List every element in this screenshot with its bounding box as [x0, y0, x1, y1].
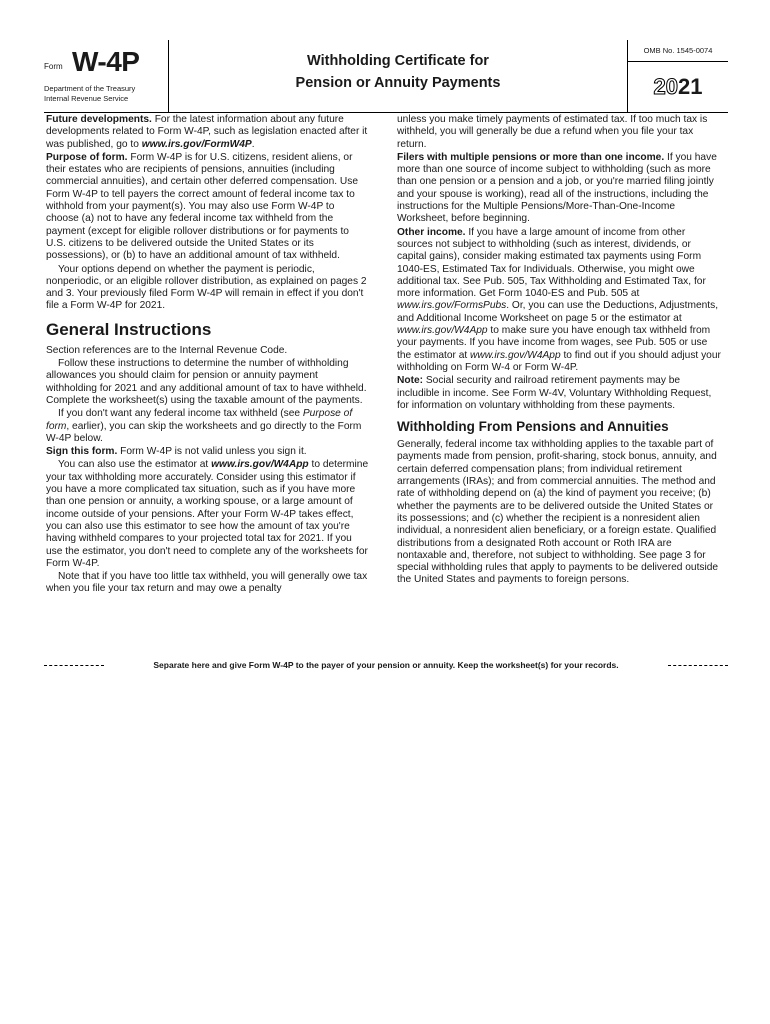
- tax-year: [628, 74, 728, 100]
- punctuation: .: [251, 138, 255, 150]
- sign-form-text: Form W-4P is not valid unless you sign it.: [117, 446, 307, 458]
- form-header: [44, 40, 728, 113]
- no-withholding-text-a: If you don't want any federal income tax withheld (see: [58, 408, 303, 420]
- other-income-text-c: to make sure you have enough tax withheld from your payments. If you have income from wages, see Pub. 505 or use the estimator at: [397, 325, 711, 361]
- withholding-heading: Withholding From Pensions and Annuities: [397, 419, 669, 435]
- future-developments-paragraph: [46, 114, 370, 151]
- forms-pubs-link[interactable]: www.irs.gov/FormsPubs: [397, 300, 507, 312]
- estimator-text-a: You can also use the estimator at: [58, 459, 212, 471]
- form-number: W-4P: [72, 46, 140, 77]
- dashed-rule-left: [44, 665, 104, 666]
- note-paragraph: [397, 375, 721, 412]
- future-developments-text: For the latest information about any future developments related to Form W-4P, such as legislation enacted after it was published, go to: [46, 114, 368, 150]
- w4app-link[interactable]: www.irs.gov/W4App: [470, 349, 561, 361]
- omb-year-block: [627, 40, 728, 112]
- note-text: Social security and railroad retirement payments may be includible in income. See Form W-4V, Voluntary Withholding Request, for information on voluntary withholding from these payments.: [397, 375, 712, 411]
- options-paragraph: Your options depend on whether the payment is periodic, nonperiodic, or an eligible rollover distribution, as explained on pages 2 and 3. Your previously filed Form W-4P will remain in effect if you don't file a Form W-4P for 2021.: [46, 263, 367, 312]
- form-w4p-link[interactable]: www.irs.gov/FormW4P: [141, 138, 252, 150]
- sign-form-heading: Sign this form.: [46, 446, 118, 458]
- other-income-paragraph: [397, 227, 721, 375]
- other-income-text-b: . Or, you can use the Deductions, Adjustments, and Additional Income Worksheet on page 5 or the estimator at: [397, 300, 719, 324]
- purpose-of-form-reference: Purpose of form: [46, 408, 353, 432]
- multiple-pensions-text: If you have more than one source of income subject to withholding (such as more than one pension or a pension and a job, or you're married filing jointly and your spouse is working), read all of the instructions, including the instructions for the Multiple Pensions/More-Than-One-Income Worksheet, before beginning.: [397, 151, 717, 225]
- form-word: Form: [44, 62, 63, 71]
- other-income-text-a: If you have a large amount of income from other sources not subject to withholding (such as interest, dividends, or capital gains), consider making estimated tax payments using Form 1040-ES, Estimated Tax for Individuals. Otherwise, you might owe additional tax. See Pub. 505, Tax Withholding and Estimated Tax, for more information. Get Form 1040-ES and Pub. 505 at: [397, 226, 706, 300]
- omb-number: OMB No. 1545-0074: [628, 46, 728, 62]
- estimated-tax-paragraph: unless you make timely payments of estimated tax. If too much tax is withheld, you will generally be due a refund when you file your tax return.: [397, 114, 708, 150]
- tax-year-bold: 21: [678, 74, 703, 99]
- right-column: [397, 114, 721, 588]
- separator-text: Separate here and give Form W-4P to the payer of your pension or annuity. Keep the worksheet(s) for your records.: [153, 660, 619, 670]
- purpose-heading: Purpose of form.: [46, 151, 128, 163]
- purpose-text: Form W-4P is for U.S. citizens, resident aliens, or their estates who are recipients of pensions, annuities (including commercial annuities), and certain other deferred compensation. Use Form W-4P to tell payers the correct amount of federal income tax to withhold from your payment(s). You may also use Form W-4P to choose (a) not to have any federal income tax withheld from the payment (except for eligible rollover distributions or for payments to U.S. citizens to be delivered outside the United States or its possessions), or (b) to have an additional amount of tax withheld.: [46, 151, 359, 262]
- multiple-pensions-heading: Filers with multiple pensions or more than one income.: [397, 151, 665, 163]
- separator-line: [44, 660, 728, 670]
- w4app-link[interactable]: www.irs.gov/W4App: [397, 325, 488, 337]
- general-instructions-heading: General Instructions: [46, 319, 212, 339]
- follow-instructions-paragraph: Follow these instructions to determine the number of withholding allowances you should claim for pension or annuity payment withholding for 2021 and any additional amount of tax to have withheld. Complete the worksheet(s) using the taxable amount of the payments.: [46, 358, 367, 406]
- form-title-line1: Withholding Certificate for: [307, 53, 489, 69]
- section-references-paragraph: Section references are to the Internal Revenue Code.: [46, 344, 288, 356]
- future-developments-heading: Future developments.: [46, 114, 152, 125]
- sign-form-paragraph: [46, 446, 370, 458]
- form-title-line2: Pension or Annuity Payments: [295, 75, 501, 91]
- dashed-rule-right: [668, 665, 728, 666]
- form-title: [168, 50, 628, 94]
- agency-name: Internal Revenue Service: [44, 94, 129, 103]
- estimator-paragraph: [46, 459, 370, 570]
- too-little-tax-paragraph: Note that if you have too little tax withheld, you will generally owe tax when you file your tax return and may owe a penalty: [46, 571, 368, 595]
- form-id-block: [44, 40, 169, 112]
- w4app-link[interactable]: www.irs.gov/W4App: [211, 459, 309, 471]
- other-income-heading: Other income.: [397, 226, 466, 238]
- estimator-text-b: to determine your tax withholding more accurately. Consider using this estimator if you have a more complicated tax situation, such as if you have more than one pension or annuity, a working spouse, or a large amount of income outside of your pensions. After your Form W-4P takes effect, you can also use this estimator to see how the amount of tax you're having withheld compares to your projected total tax for 2021. If you use the estimator, you don't need to complete any of the worksheets for Form W-4P.: [46, 459, 369, 569]
- purpose-paragraph: [46, 152, 370, 263]
- no-withholding-paragraph: [46, 408, 370, 445]
- other-income-text-d: to find out if you should adjust your withholding on Form W-4 or Form W-4P.: [397, 349, 721, 373]
- tax-year-outline: 20: [653, 74, 678, 99]
- left-column: [46, 114, 370, 597]
- department-name: Department of the Treasury: [44, 84, 136, 93]
- withholding-paragraph: Generally, federal income tax withholding applies to the taxable part of payments made from pension, profit-sharing, stock bonus, annuity, and certain deferred compensation plans; from individual retirement arrangements (IRAs); and from commercial annuities. The method and rate of withholding depend on (a) the kind of payment you receive; (b) whether the payments are to be delivered outside the United States or its possessions; and (c) whether the recipient is a nonresident alien individual, a nonresident alien beneficiary, or a foreign estate. Qualified distributions from a designated Roth account or Roth IRA are nontaxable and, therefore, not subject to withholding. See page 3 for special withholding rules that apply to payments to be delivered outside the United States and payments to foreign persons.: [397, 439, 719, 586]
- agency-block: [44, 84, 135, 104]
- multiple-pensions-paragraph: [397, 152, 721, 226]
- note-heading: Note:: [397, 375, 424, 387]
- no-withholding-text-b: , earlier), you can skip the worksheets and go directly to the Form W-4P below.: [46, 420, 362, 444]
